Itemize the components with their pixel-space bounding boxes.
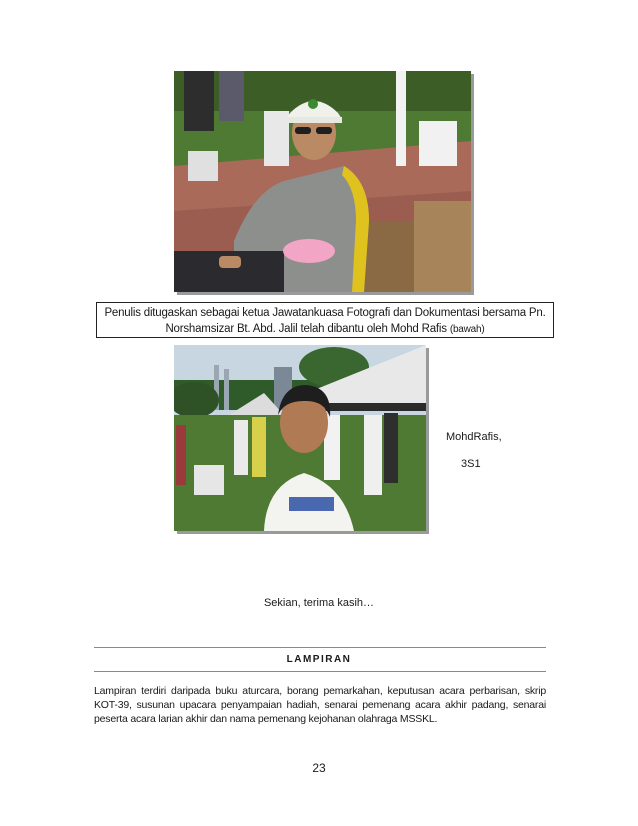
photo-rafis-illustration: [174, 345, 426, 531]
side-label-name: MohdRafis,: [446, 431, 502, 443]
photo-writer-with-cap: [174, 71, 471, 292]
page-number: 23: [312, 761, 326, 775]
section-rule-bottom: [94, 671, 546, 672]
photo-caption-box: [96, 302, 554, 338]
closing-text: Sekian, terima kasih…: [263, 597, 375, 609]
section-rule-top: [94, 647, 546, 648]
caption-tag: (bawah): [449, 324, 485, 335]
section-body-paragraph: Lampiran terdiri daripada buku aturcara, borang pemarkahan, keputusan acara perbarisan, skrip KOT-39, susunan upacara penyampaian hadiah, senarai pemenang acara akhir padang, senarai peserta acara larian akhir dan nama pemenang kejohanan olahraga MSSKL.: [94, 685, 546, 725]
side-label-class: 3S1: [461, 458, 481, 470]
photo-writer-illustration: [174, 71, 471, 292]
caption-text: Penulis ditugaskan sebagai ketua Jawatankuasa Fotografi dan Dokumentasi bersama Pn. Norshamsizar Bt. Abd. Jalil telah dibantu oleh Mohd Rafis: [104, 307, 546, 335]
photo-mohd-rafis: [174, 345, 426, 531]
section-heading: LAMPIRAN: [286, 654, 352, 665]
